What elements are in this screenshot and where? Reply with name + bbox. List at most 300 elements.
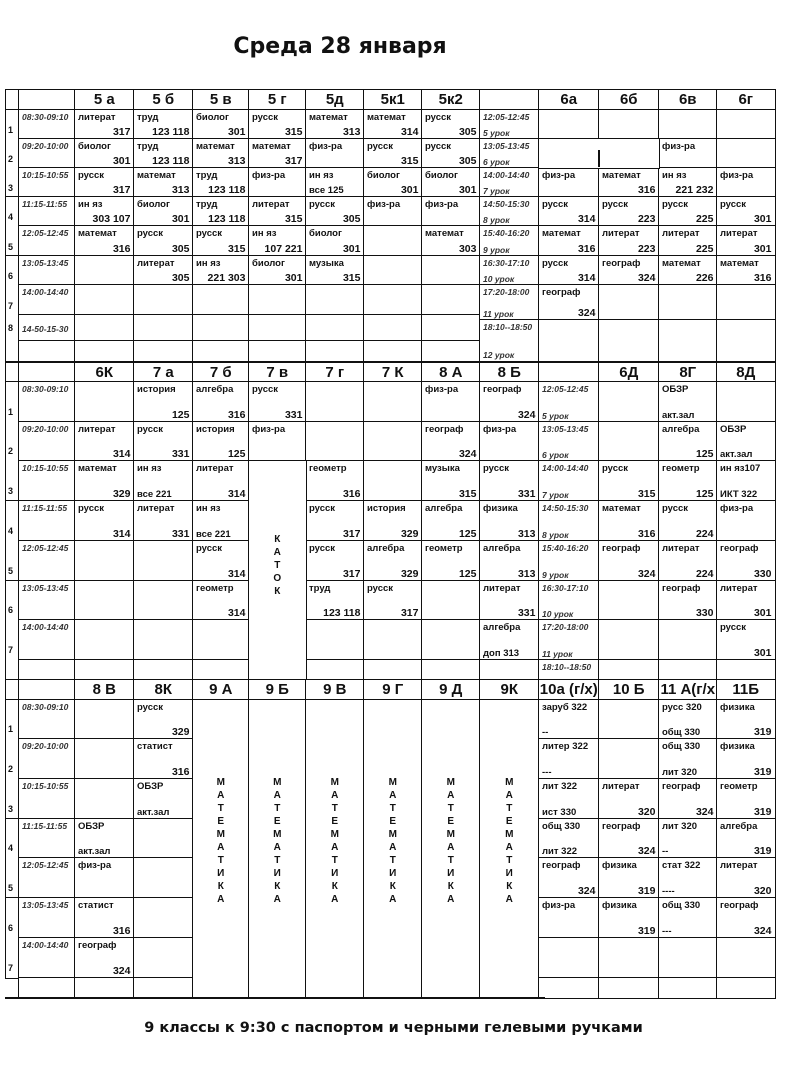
matematika-cell <box>421 699 481 999</box>
room-number: 314 <box>112 527 131 540</box>
room-note: акт.зал <box>137 806 170 818</box>
subject-name: русск <box>196 543 223 554</box>
lesson-cell <box>305 659 365 681</box>
lesson-cell <box>538 109 600 140</box>
room-number: 331 <box>517 487 536 500</box>
room-number: 314 <box>577 212 596 225</box>
lesson-cell <box>658 500 718 542</box>
subject-name: литерат <box>196 463 234 474</box>
lesson-label: 10 урок <box>542 608 574 619</box>
lesson-label: 12 урок <box>483 349 515 360</box>
subject-name: ин яз <box>196 503 221 514</box>
lesson-cell <box>305 421 365 462</box>
subject-name: физ-ра <box>309 141 343 152</box>
room-number: 319 <box>637 924 656 937</box>
subject-name: литерат <box>602 228 640 239</box>
lesson-cell <box>479 421 540 462</box>
lesson-cell <box>133 340 194 362</box>
subject-name: алгебра <box>483 622 521 633</box>
lesson-time <box>18 225 76 257</box>
evening-time <box>538 421 600 462</box>
subject-name: литерат <box>78 112 116 123</box>
room-number: 316 <box>753 271 772 284</box>
class-header: 6К <box>74 362 135 383</box>
class-header: 6Д <box>598 362 660 383</box>
matematika-cell <box>192 699 250 999</box>
subject-name: алгебра <box>196 384 234 395</box>
subject-name: литерат <box>137 258 175 269</box>
lesson-cell <box>716 738 776 780</box>
lesson-cell <box>598 196 660 227</box>
lesson-cell <box>305 138 365 169</box>
evening-time <box>479 284 540 321</box>
room-number: 314 <box>400 125 419 138</box>
class-header: 6в <box>658 89 718 111</box>
subject-name: алгебра <box>367 543 405 554</box>
room-number: 324 <box>112 964 131 977</box>
subject-name: физ-ра <box>252 170 286 181</box>
lesson-cell <box>133 540 194 582</box>
lesson-number: 8 <box>8 323 14 333</box>
page-title: Среда 28 января <box>233 34 447 59</box>
lesson-cell <box>248 314 307 342</box>
room-note: лит 320 <box>662 766 698 778</box>
subject-name: русск <box>367 583 394 594</box>
time-range: 14:50-15:30 <box>542 503 589 513</box>
lesson-cell <box>133 421 194 462</box>
class-header: 9 В <box>305 679 365 701</box>
class-header: 8Г <box>658 362 718 383</box>
class-header: 11 А(г/х <box>658 679 718 701</box>
blank-time <box>18 659 76 681</box>
lesson-cell <box>305 225 365 257</box>
subject-name: литерат <box>602 781 640 792</box>
class-header: 10а (г/х) <box>538 679 600 701</box>
time-range: 14:00-14:40 <box>542 463 589 473</box>
room-number: 221 303 <box>207 271 246 284</box>
subject-name: русск <box>309 543 336 554</box>
subject-name: физ-ра <box>425 384 459 395</box>
lesson-cell <box>74 897 135 939</box>
lesson-cell <box>74 196 135 227</box>
subject-name: ОБЗР <box>720 424 747 435</box>
subject-name: литерат <box>252 199 290 210</box>
matematika-cell <box>305 699 365 999</box>
lesson-cell <box>305 500 365 542</box>
lesson-cell <box>133 138 194 169</box>
lesson-cell <box>716 167 776 198</box>
room-note: -- <box>542 726 549 738</box>
subject-name: геометр <box>196 583 234 594</box>
lesson-cell <box>598 540 660 582</box>
lesson-cell <box>133 857 194 899</box>
subject-name: математ <box>137 170 176 181</box>
lesson-cell <box>74 381 135 423</box>
lesson-cell <box>421 284 481 316</box>
subject-name: русск <box>720 622 747 633</box>
time-range: 12:05-12:45 <box>542 384 589 394</box>
lesson-cell <box>421 167 481 198</box>
subject-name: русск <box>309 503 336 514</box>
subject-name: русск <box>720 199 747 210</box>
subject-name: музыка <box>425 463 460 474</box>
room-number: 324 <box>577 884 596 897</box>
class-header: 7 г <box>305 362 365 383</box>
lesson-cell <box>538 699 600 740</box>
subject-name: ин яз107 <box>720 463 761 474</box>
lesson-cell <box>598 738 660 780</box>
lesson-number: 5 <box>8 566 14 576</box>
subject-name: биолог <box>78 141 111 152</box>
subject-name: геометр <box>662 463 700 474</box>
time-range: 10:15-10:55 <box>22 781 69 791</box>
time-range: 14:00-14:40 <box>22 287 69 297</box>
lesson-cell <box>74 699 135 740</box>
subject-name: труд <box>137 112 159 123</box>
lesson-cell <box>133 897 194 939</box>
lesson-cell <box>74 619 135 661</box>
header-time <box>18 679 76 701</box>
lesson-cell <box>74 314 135 342</box>
time-range: 18:10--18:50 <box>483 322 533 332</box>
lesson-cell <box>192 381 250 423</box>
room-number: 225 <box>695 212 714 225</box>
lesson-cell <box>598 500 660 542</box>
lesson-cell <box>658 818 718 859</box>
lesson-cell <box>421 255 481 286</box>
lesson-cell <box>133 977 194 999</box>
class-header: 9К <box>479 679 540 701</box>
lesson-cell <box>658 167 718 198</box>
time-range: 08:30-09:10 <box>22 702 69 712</box>
subject-name: математ <box>252 141 291 152</box>
lesson-cell <box>305 619 365 661</box>
lesson-cell <box>716 977 776 999</box>
lesson-cell <box>716 818 776 859</box>
room-number: 313 <box>342 125 361 138</box>
time-range: 18:10--18:50 <box>542 662 592 672</box>
room-number: 125 <box>458 527 477 540</box>
lesson-cell <box>133 500 194 542</box>
room-number: 123 118 <box>152 154 190 167</box>
room-number: 315 <box>284 125 303 138</box>
time-range: 10:15-10:55 <box>22 463 69 473</box>
lesson-cell <box>248 340 307 362</box>
room-number: 315 <box>400 154 419 167</box>
lesson-cell <box>716 421 776 462</box>
lesson-cell <box>192 460 250 502</box>
lesson-cell <box>658 897 718 939</box>
subject-name: история <box>137 384 176 395</box>
time-range: 14:00-14:40 <box>22 622 69 632</box>
lesson-cell <box>133 314 194 342</box>
evening-time <box>538 500 600 542</box>
subject-name: ин яз <box>309 170 334 181</box>
lesson-cell <box>248 421 307 462</box>
lesson-cell <box>598 619 660 661</box>
lesson-cell <box>658 619 718 661</box>
subject-name: труд <box>309 583 331 594</box>
lesson-cell <box>363 138 423 169</box>
time-range: 08:30-09:10 <box>22 384 69 394</box>
lesson-time <box>18 314 76 342</box>
subject-name: физ-ра <box>425 199 459 210</box>
lesson-cell <box>133 659 194 681</box>
room-note: все 221 <box>137 488 172 500</box>
subject-name: математ <box>78 228 117 239</box>
lesson-cell <box>305 284 365 316</box>
lesson-cell <box>133 109 194 140</box>
lesson-cell <box>538 167 600 198</box>
class-header: 8К <box>133 679 194 701</box>
room-number: 123 118 <box>208 183 246 196</box>
lesson-cell <box>598 167 660 198</box>
lesson-cell <box>658 738 718 780</box>
room-number: 331 <box>517 606 536 619</box>
room-number: 315 <box>342 271 361 284</box>
lesson-cell <box>133 460 194 502</box>
subject-name: географ <box>602 821 641 832</box>
lesson-cell <box>421 340 481 362</box>
katok-label: К А Т О К <box>273 534 282 597</box>
subject-name: физика <box>720 702 755 713</box>
lesson-cell <box>479 381 540 423</box>
room-number: 123 118 <box>323 606 361 619</box>
lesson-label: 6 урок <box>483 156 510 167</box>
lesson-cell <box>192 109 250 140</box>
subject-name: русск <box>252 384 279 395</box>
subject-name: алгебра <box>662 424 700 435</box>
lesson-cell <box>363 196 423 227</box>
lesson-cell <box>74 659 135 681</box>
lesson-cell <box>192 225 250 257</box>
room-number: 316 <box>342 487 361 500</box>
subject-name: физ-ра <box>542 900 576 911</box>
lesson-cell <box>133 778 194 820</box>
room-number: 301 <box>227 125 246 138</box>
lesson-time <box>18 580 76 621</box>
subject-name: биолог <box>425 170 458 181</box>
lesson-cell <box>598 857 660 899</box>
lesson-cell <box>192 500 250 542</box>
lesson-cell <box>716 319 776 362</box>
subject-name: литерат <box>78 424 116 435</box>
room-note: все 221 <box>196 528 231 540</box>
room-number: 319 <box>753 805 772 818</box>
lesson-cell <box>192 167 250 198</box>
subject-name: история <box>367 503 406 514</box>
lesson-time <box>18 138 76 169</box>
lesson-time <box>18 778 76 820</box>
subject-name: физ-ра <box>78 860 112 871</box>
lesson-cell <box>716 699 776 740</box>
lesson-cell <box>538 857 600 899</box>
room-number: 316 <box>112 924 131 937</box>
subject-name: математ <box>542 228 581 239</box>
matematika-cell <box>363 699 423 999</box>
room-note: --- <box>662 925 672 937</box>
partial-divider <box>598 150 600 167</box>
room-number: 301 <box>753 646 772 659</box>
lesson-cell <box>716 196 776 227</box>
class-header: 9 Б <box>248 679 307 701</box>
room-number: 317 <box>112 125 131 138</box>
lesson-cell <box>248 167 307 198</box>
lesson-cell <box>538 818 600 859</box>
lesson-cell <box>538 738 600 780</box>
room-number: 314 <box>112 447 131 460</box>
lesson-cell <box>305 255 365 286</box>
subject-name: геометр <box>720 781 758 792</box>
lesson-time <box>18 460 76 502</box>
lesson-cell <box>192 421 250 462</box>
subject-name: биолог <box>252 258 285 269</box>
room-number: 319 <box>753 844 772 857</box>
room-number: 221 232 <box>675 183 714 196</box>
matematika-label: М А Т Е М А Т И К А <box>505 777 514 905</box>
lesson-time <box>18 284 76 316</box>
room-number: 324 <box>695 805 714 818</box>
subject-name: физ-ра <box>662 141 696 152</box>
lesson-number: 7 <box>8 645 14 655</box>
room-number: 324 <box>753 924 772 937</box>
matematika-label: М А Т Е М А Т И К А <box>446 777 455 905</box>
subject-name: географ <box>720 543 759 554</box>
time-range: 12:05-12:45 <box>22 543 69 553</box>
lesson-cell <box>74 738 135 780</box>
room-number: 324 <box>637 567 656 580</box>
matematika-label: М А Т Е М А Т И К А <box>216 777 225 905</box>
subject-name: русск <box>483 463 510 474</box>
room-number: 125 <box>227 447 246 460</box>
time-range: 13:05-13:45 <box>542 424 589 434</box>
evening-time <box>479 138 540 169</box>
lesson-time <box>18 857 76 899</box>
lesson-cell <box>192 619 250 661</box>
lesson-cell <box>538 196 600 227</box>
lesson-number: 5 <box>8 883 14 893</box>
subject-name: русск <box>602 463 629 474</box>
lesson-cell <box>598 421 660 462</box>
room-note: акт.зал <box>662 409 695 421</box>
lesson-cell <box>421 314 481 342</box>
room-number: 315 <box>458 487 477 500</box>
room-number: 331 <box>284 408 303 421</box>
class-header: 8 А <box>421 362 481 383</box>
lesson-cell <box>716 225 776 257</box>
subject-name: географ <box>425 424 464 435</box>
room-number: 125 <box>695 447 714 460</box>
class-header: 5д <box>305 89 365 111</box>
lesson-cell <box>305 580 365 621</box>
lesson-cell <box>133 619 194 661</box>
lesson-cell <box>74 778 135 820</box>
header-time <box>18 362 76 383</box>
time-range: 13:05-13:45 <box>22 258 69 268</box>
time-range: 15:40-16:20 <box>542 543 589 553</box>
subject-name: географ <box>602 258 641 269</box>
class-header: 7 а <box>133 362 194 383</box>
evening-time <box>538 381 600 423</box>
subject-name: стат 322 <box>662 860 701 871</box>
subject-name: статист <box>137 741 173 752</box>
class-header: 9 Д <box>421 679 481 701</box>
subject-name: литерат <box>720 228 758 239</box>
lesson-cell <box>716 659 776 681</box>
lesson-cell <box>248 284 307 316</box>
lesson-number: 4 <box>8 212 14 222</box>
subject-name: статист <box>78 900 114 911</box>
lesson-cell <box>192 196 250 227</box>
lesson-cell <box>305 167 365 198</box>
subject-name: алгебра <box>483 543 521 554</box>
lesson-cell <box>716 619 776 661</box>
lesson-cell <box>658 196 718 227</box>
lesson-cell <box>658 255 718 286</box>
room-number: 125 <box>458 567 477 580</box>
lesson-label: 9 урок <box>542 569 569 580</box>
room-number: 319 <box>753 725 772 738</box>
room-number: 303 107 <box>92 212 131 225</box>
evening-time <box>479 255 540 286</box>
lesson-label: 6 урок <box>542 449 569 460</box>
room-note: ---- <box>662 885 675 897</box>
lesson-time <box>18 167 76 198</box>
subject-name: русск <box>137 424 164 435</box>
lesson-cell <box>363 109 423 140</box>
room-number: 316 <box>171 765 190 778</box>
lesson-cell <box>305 196 365 227</box>
subject-name: литерат <box>720 860 758 871</box>
lesson-cell <box>74 255 135 286</box>
evening-time <box>479 109 540 140</box>
room-number: 314 <box>227 567 246 580</box>
lesson-number: 6 <box>8 271 14 281</box>
lesson-cell <box>421 109 481 140</box>
lesson-cell <box>363 421 423 462</box>
class-header: 5к2 <box>421 89 481 111</box>
lesson-cell <box>363 284 423 316</box>
lesson-time <box>18 738 76 780</box>
room-number: 313 <box>517 527 536 540</box>
subject-name: русск <box>602 199 629 210</box>
subject-name: физика <box>720 741 755 752</box>
subject-name: ин яз <box>78 199 103 210</box>
subject-name: общ 330 <box>662 900 701 911</box>
lesson-cell <box>716 460 776 502</box>
room-number: 329 <box>400 527 419 540</box>
subject-name: математ <box>78 463 117 474</box>
lesson-cell <box>192 659 250 681</box>
time-range: 11:15-11:55 <box>22 503 68 513</box>
lesson-cell <box>658 225 718 257</box>
room-number: 331 <box>171 447 190 460</box>
lesson-cell <box>658 109 718 140</box>
room-number: 315 <box>284 212 303 225</box>
lesson-cell <box>363 460 423 502</box>
room-number: 324 <box>458 447 477 460</box>
subject-name: русск <box>367 141 394 152</box>
lesson-number: 2 <box>8 764 14 774</box>
room-number: 305 <box>171 242 190 255</box>
room-number: 330 <box>695 606 714 619</box>
room-number: 329 <box>400 567 419 580</box>
lesson-cell <box>74 580 135 621</box>
subject-name: математ <box>425 228 464 239</box>
lesson-cell <box>716 937 776 979</box>
lesson-cell <box>74 421 135 462</box>
lesson-cell <box>133 381 194 423</box>
